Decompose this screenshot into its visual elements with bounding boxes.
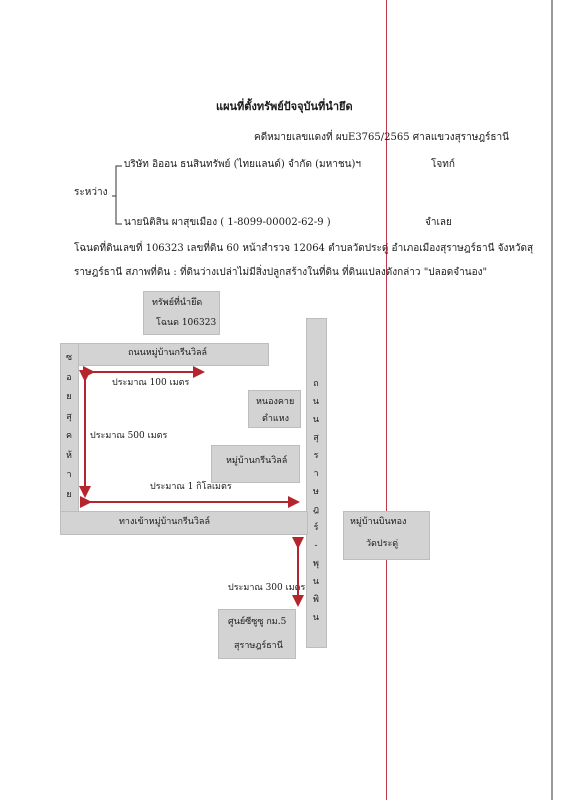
distance-1km-label: ประมาณ 1 กิโลเมตร — [150, 482, 232, 492]
description-line-2: ราษฎร์ธานี สภาพที่ดิน : ที่ดินว่างเปล่าไม่มีสิ่งปลูกสร้างในที่ดิน ที่ดินแปลงดังกล่าว "ปลอดจำนอง" — [74, 267, 488, 278]
between-label: ระหว่าง — [74, 187, 108, 198]
main-chars-char: น — [312, 613, 320, 623]
soi-chars-char: ค — [65, 431, 73, 441]
main-chars-char: า — [313, 469, 319, 479]
property-label: ทรัพย์ที่นำยึด — [152, 298, 203, 308]
plaintiff-name: บริษัท อิออน ธนสินทรัพย์ (ไทยแลนด์) จำกัด (มหาชน)ฯ — [124, 159, 361, 170]
soi-chars-char: ย — [66, 392, 72, 402]
main-chars-char: ฎ — [312, 505, 320, 515]
right-landmark-label: หมู่บ้านบินทอง — [350, 517, 407, 527]
main-chars-char: ร์ — [313, 523, 319, 533]
main-chars-char: พุ — [313, 559, 319, 569]
entrance-road-label: ทางเข้าหมู่บ้านกรีนวิลล์ — [119, 517, 210, 527]
pond-label: หนองคาย — [256, 397, 295, 407]
property-deed: โฉนด 106323 — [156, 318, 217, 328]
village-label: หมู่บ้านกรีนวิลล์ — [226, 456, 288, 466]
soi-chars-char: สุ — [66, 411, 72, 422]
description-line-1: โฉนดที่ดินเลขที่ 106323 เลขที่ดิน 60 หน้าสำรวจ 12064 ตำบลวัดประดู่ อำเภอเมืองสุราษฎร์ธานี จังหวัดสุ — [74, 243, 534, 254]
soi-chars-char: า — [66, 470, 72, 480]
main-chars-char: ษ — [313, 487, 319, 497]
main-chars-char: น — [312, 577, 320, 587]
main-chars-char: สุ — [313, 433, 319, 443]
soi-chars-char: ย — [66, 489, 72, 500]
main-chars-char: - — [314, 541, 318, 551]
distance-500m-label: ประมาณ 500 เมตร — [90, 431, 168, 441]
main-chars-char: น — [312, 415, 320, 425]
right-landmark-sublabel: วัดประดู่ — [366, 539, 399, 549]
plaintiff-role: โจทก์ — [431, 159, 455, 170]
soi-chars-char: อ — [66, 372, 72, 383]
case-reference: คดีหมายเลขแดงที่ ผบE3765/2565 ศาลแขวงสุราษฎร์ธานี — [254, 132, 509, 143]
pond-sublabel: ตำแหง — [262, 414, 290, 424]
defendant-name: นายนิติสิน ผาสุขเมือง ( 1-8099-00002-62-9 ) — [124, 217, 331, 228]
defendant-role: จำเลย — [425, 217, 452, 228]
distance-100m-label: ประมาณ 100 เมตร — [112, 378, 190, 388]
main-chars-char: ถ — [313, 379, 319, 389]
school-label: ศูนย์ซีซูซู กม.5 — [228, 617, 287, 627]
main-chars-char: น — [312, 397, 320, 407]
main-chars-char: พิ — [313, 595, 319, 605]
village-road-top-label: ถนนหมู่บ้านกรีนวิลล์ — [128, 348, 208, 358]
main-chars-char: ร — [313, 451, 319, 461]
soi-chars-char: ห้ — [66, 450, 72, 461]
school-sublabel: สุราษฎร์ธานี — [234, 641, 283, 651]
page-title: แผนที่ตั้งทรัพย์ปัจจุบันที่นำยึด — [216, 100, 353, 113]
soi-chars-char: ซ — [65, 353, 73, 363]
distance-300m-label: ประมาณ 300 เมตร — [228, 583, 306, 593]
